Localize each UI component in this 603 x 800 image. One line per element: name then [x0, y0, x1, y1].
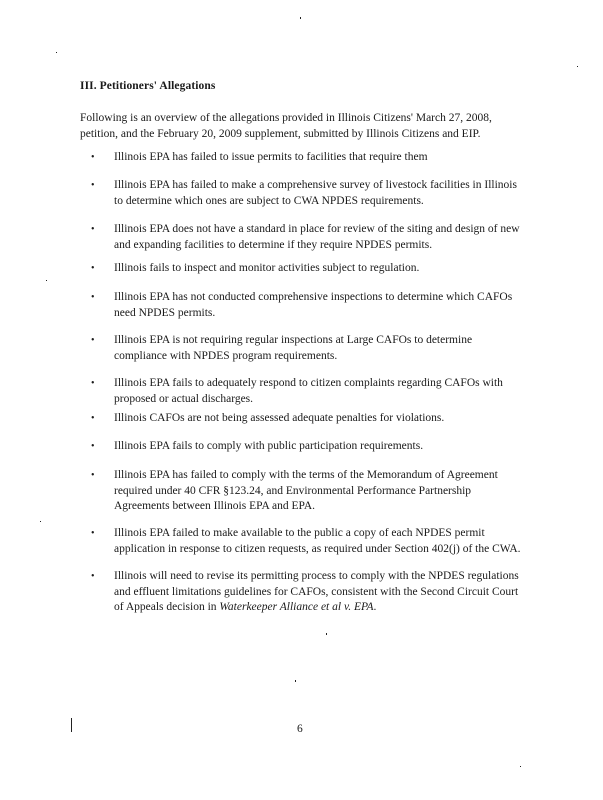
scan-speck [56, 52, 57, 53]
intro-paragraph: Following is an overview of the allegations provided in Illinois Citizens' March 27, 2008, petition, and the February 20, 2009 supplement, submitted by Illinois Citizens and EIP. [80, 112, 492, 140]
allegation-item: Illinois EPA is not requiring regular inspections at Large CAFOs to determine compliance with NPDES program requirements. [114, 334, 473, 362]
allegation-item: Illinois EPA fails to adequately respond to citizen complaints regarding CAFOs with proposed or actual discharges. [114, 377, 503, 405]
section-heading: III. Petitioners' Allegations [80, 80, 216, 92]
allegation-item: Illinois EPA fails to comply with public participation requirements. [114, 440, 424, 452]
scan-speck [295, 680, 296, 682]
scan-speck [326, 633, 327, 635]
bullet-icon: • [91, 152, 95, 163]
allegation-item: Illinois EPA has failed to issue permits to facilities that require them [114, 151, 428, 163]
scan-speck [300, 17, 301, 19]
bullet-icon: • [91, 413, 95, 424]
allegation-item: Illinois EPA has failed to comply with the terms of the Memorandum of Agreement required under 40 CFR §123.24, and Environmental Performance Partnership Agreements between Illinois EPA and EPA. [114, 469, 498, 512]
scan-speck [577, 66, 578, 67]
bullet-icon: • [91, 378, 95, 389]
allegation-text: Illinois will need to revise its permitting process to comply with the NPDES regulations and effluent limitations guidelines for CAFOs, consistent with the Second Circuit Court of Appeals decision in [114, 570, 519, 613]
scan-speck [46, 280, 47, 281]
bullet-icon: • [91, 263, 95, 274]
allegation-item: Illinois EPA has not conducted comprehensive inspections to determine which CAFOs need NPDES permits. [114, 291, 513, 319]
scan-speck [71, 718, 72, 732]
allegation-item: Illinois CAFOs are not being assessed adequate penalties for violations. [114, 412, 445, 424]
scan-speck [520, 766, 521, 767]
allegation-item: Illinois fails to inspect and monitor activities subject to regulation. [114, 262, 420, 274]
bullet-icon: • [91, 335, 95, 346]
allegation-item: Illinois EPA does not have a standard in place for review of the siting and design of new and expanding facilities to determine if they require NPDES permits. [114, 223, 520, 251]
bullet-icon: • [91, 571, 95, 582]
scan-speck [40, 521, 41, 522]
bullet-icon: • [91, 528, 95, 539]
allegation-item [114, 569, 524, 616]
page-number: 6 [297, 723, 303, 735]
bullet-icon: • [91, 224, 95, 235]
allegation-item: Illinois EPA failed to make available to the public a copy of each NPDES permit application in response to citizen requests, as required under Section 402(j) of the CWA. [114, 527, 521, 555]
bullet-icon: • [91, 180, 95, 191]
allegation-text-end: . [373, 601, 377, 613]
bullet-icon: • [91, 292, 95, 303]
bullet-icon: • [91, 470, 95, 481]
allegation-item: Illinois EPA has failed to make a comprehensive survey of livestock facilities in Illinois to determine which ones are subject to CWA NPDES requirements. [114, 179, 517, 207]
case-citation: Waterkeeper Alliance et al v. EPA [219, 601, 374, 613]
bullet-icon: • [91, 441, 95, 452]
